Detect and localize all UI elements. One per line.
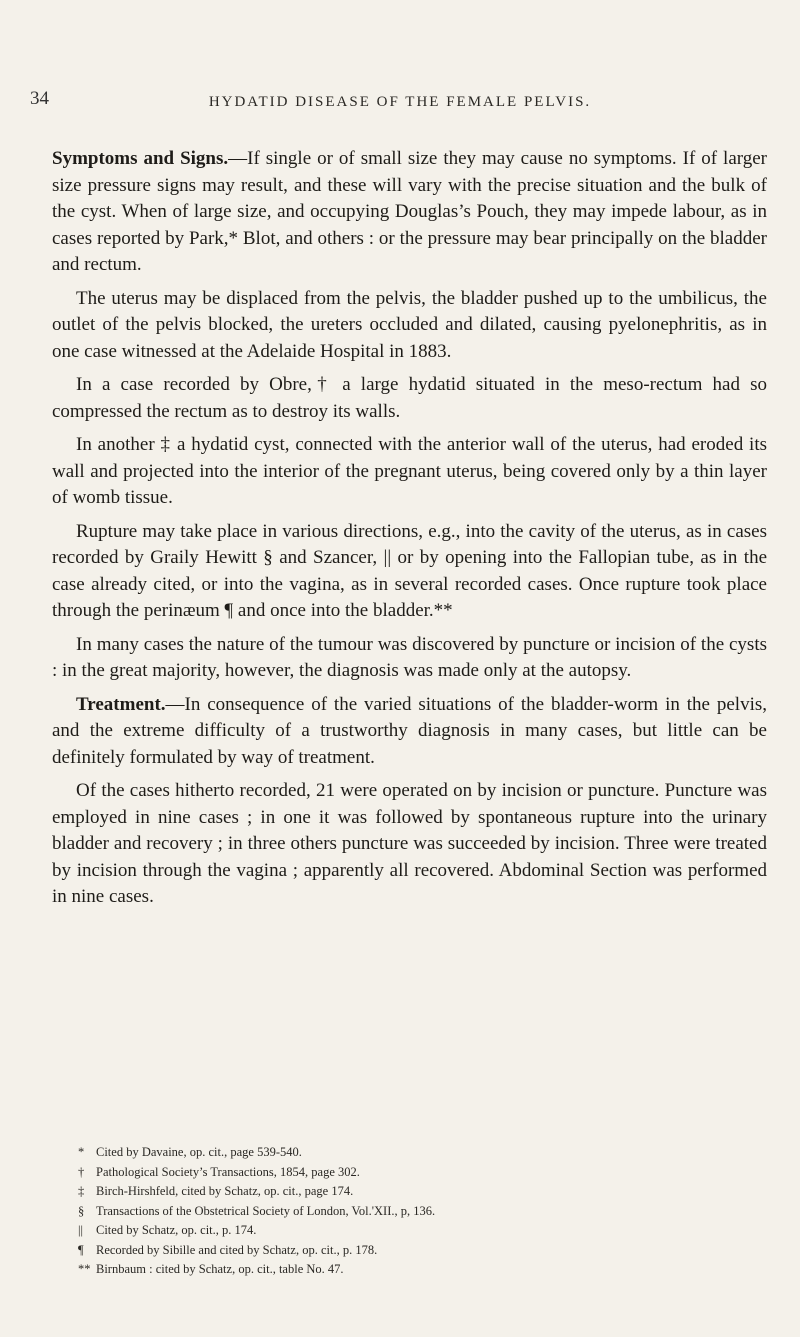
footnote (78, 1260, 768, 1280)
footnote (78, 1202, 768, 1222)
footnote-text: Recorded by Sibille and cited by Schatz, op. cit., p. 178. (96, 1242, 378, 1257)
section-heading-symptoms: Symptoms and Signs. (52, 148, 229, 169)
footnote-text: Birch-Hirshfeld, cited by Schatz, op. cit., page 174. (96, 1184, 354, 1198)
footnote-mark: § (78, 1203, 85, 1218)
footnote-mark: ‡ (78, 1184, 85, 1198)
footnote-text: Birnbaum : cited by Schatz, op. cit., table No. 47. (96, 1262, 344, 1276)
paragraph: In many cases the nature of the tumour was discovered by puncture or incision of the cysts : in the great majority, however, the diagnosis was made only at the autopsy. (52, 633, 767, 681)
footnote-text: Pathological Society’s Transactions, 1854, page 302. (96, 1164, 360, 1179)
footnote-mark: * (78, 1145, 85, 1159)
footnote (78, 1221, 768, 1241)
footnotes (78, 1143, 768, 1280)
paragraph-treatment (52, 692, 767, 772)
footnote-mark: ¶ (78, 1242, 84, 1257)
paragraph-text: —In consequence of the varied situations of the bladder-worm in the pelvis, and the extreme difficulty of a trustworthy diagnosis in many cases, but little can be definitely formulated by way of treatment. (52, 693, 767, 768)
footnote-mark: || (78, 1223, 84, 1237)
footnote (78, 1163, 768, 1183)
footnote-text: Cited by Schatz, op. cit., p. 174. (96, 1223, 257, 1237)
footnote (78, 1182, 768, 1202)
paragraph-text: —If single or of small size they may cause no symptoms. If of larger size pressure signs may result, and these will vary with the precise situation and the bulk of the cyst. When of large size, and occupying Douglas’s Pouch, they may impede labour, as in cases reported by Park,* Blot, and others : or the pressure may bear principally on the bladder and rectum. (52, 148, 768, 275)
paragraph: Rupture may take place in various directions, e.g., into the cavity of the uterus, as in cases recorded by Graily Hewitt § and Szancer, || or by opening into the Fallopian tube, as in the case already cited, or into the vagina, as in several recorded cases. Once rupture took place through the perinæum ¶ and once into the bladder.** (52, 520, 767, 621)
running-title: HYDATID DISEASE OF THE FEMALE PELVIS. (208, 94, 592, 110)
section-heading-treatment: Treatment. (76, 693, 166, 715)
paragraph: Of the cases hitherto recorded, 21 were operated on by incision or puncture. Puncture was employed in nine cases ; in one it was followed by spontaneous rupture into the urinary bladder and recovery ; in three others puncture was succeeded by incision. Three were treated by incision through the vagina ; apparently all recovered. Abdominal Section was performed in nine cases. (52, 780, 767, 907)
paragraph: In another ‡ a hydatid cyst, connected with the anterior wall of the uterus, had eroded its wall and projected into the interior of the pregnant uterus, being covered only by a thin layer of womb tissue. (52, 434, 767, 508)
footnote-mark: † (78, 1164, 85, 1179)
footnote (78, 1143, 768, 1163)
footnote-text: Transactions of the Obstetrical Society of London, Vol.'XII., p, 136. (96, 1203, 436, 1218)
body-text (52, 146, 767, 918)
footnote-mark: ** (78, 1262, 91, 1276)
page-number: 34 (30, 88, 49, 109)
paragraph-symptoms (52, 146, 767, 279)
paragraph: The uterus may be displaced from the pelvis, the bladder pushed up to the umbilicus, the outlet of the pelvis blocked, the ureters occluded and dilated, causing pyelonephritis, as in one case witnessed at the Adelaide Hospital in 1883. (52, 287, 767, 362)
footnote-text: Cited by Davaine, op. cit., page 539-540. (96, 1145, 302, 1159)
paragraph: In a case recorded by Obre,† a large hydatid situated in the meso-rectum had so compressed the rectum as to destroy its walls. (52, 374, 767, 422)
footnote (78, 1241, 768, 1261)
